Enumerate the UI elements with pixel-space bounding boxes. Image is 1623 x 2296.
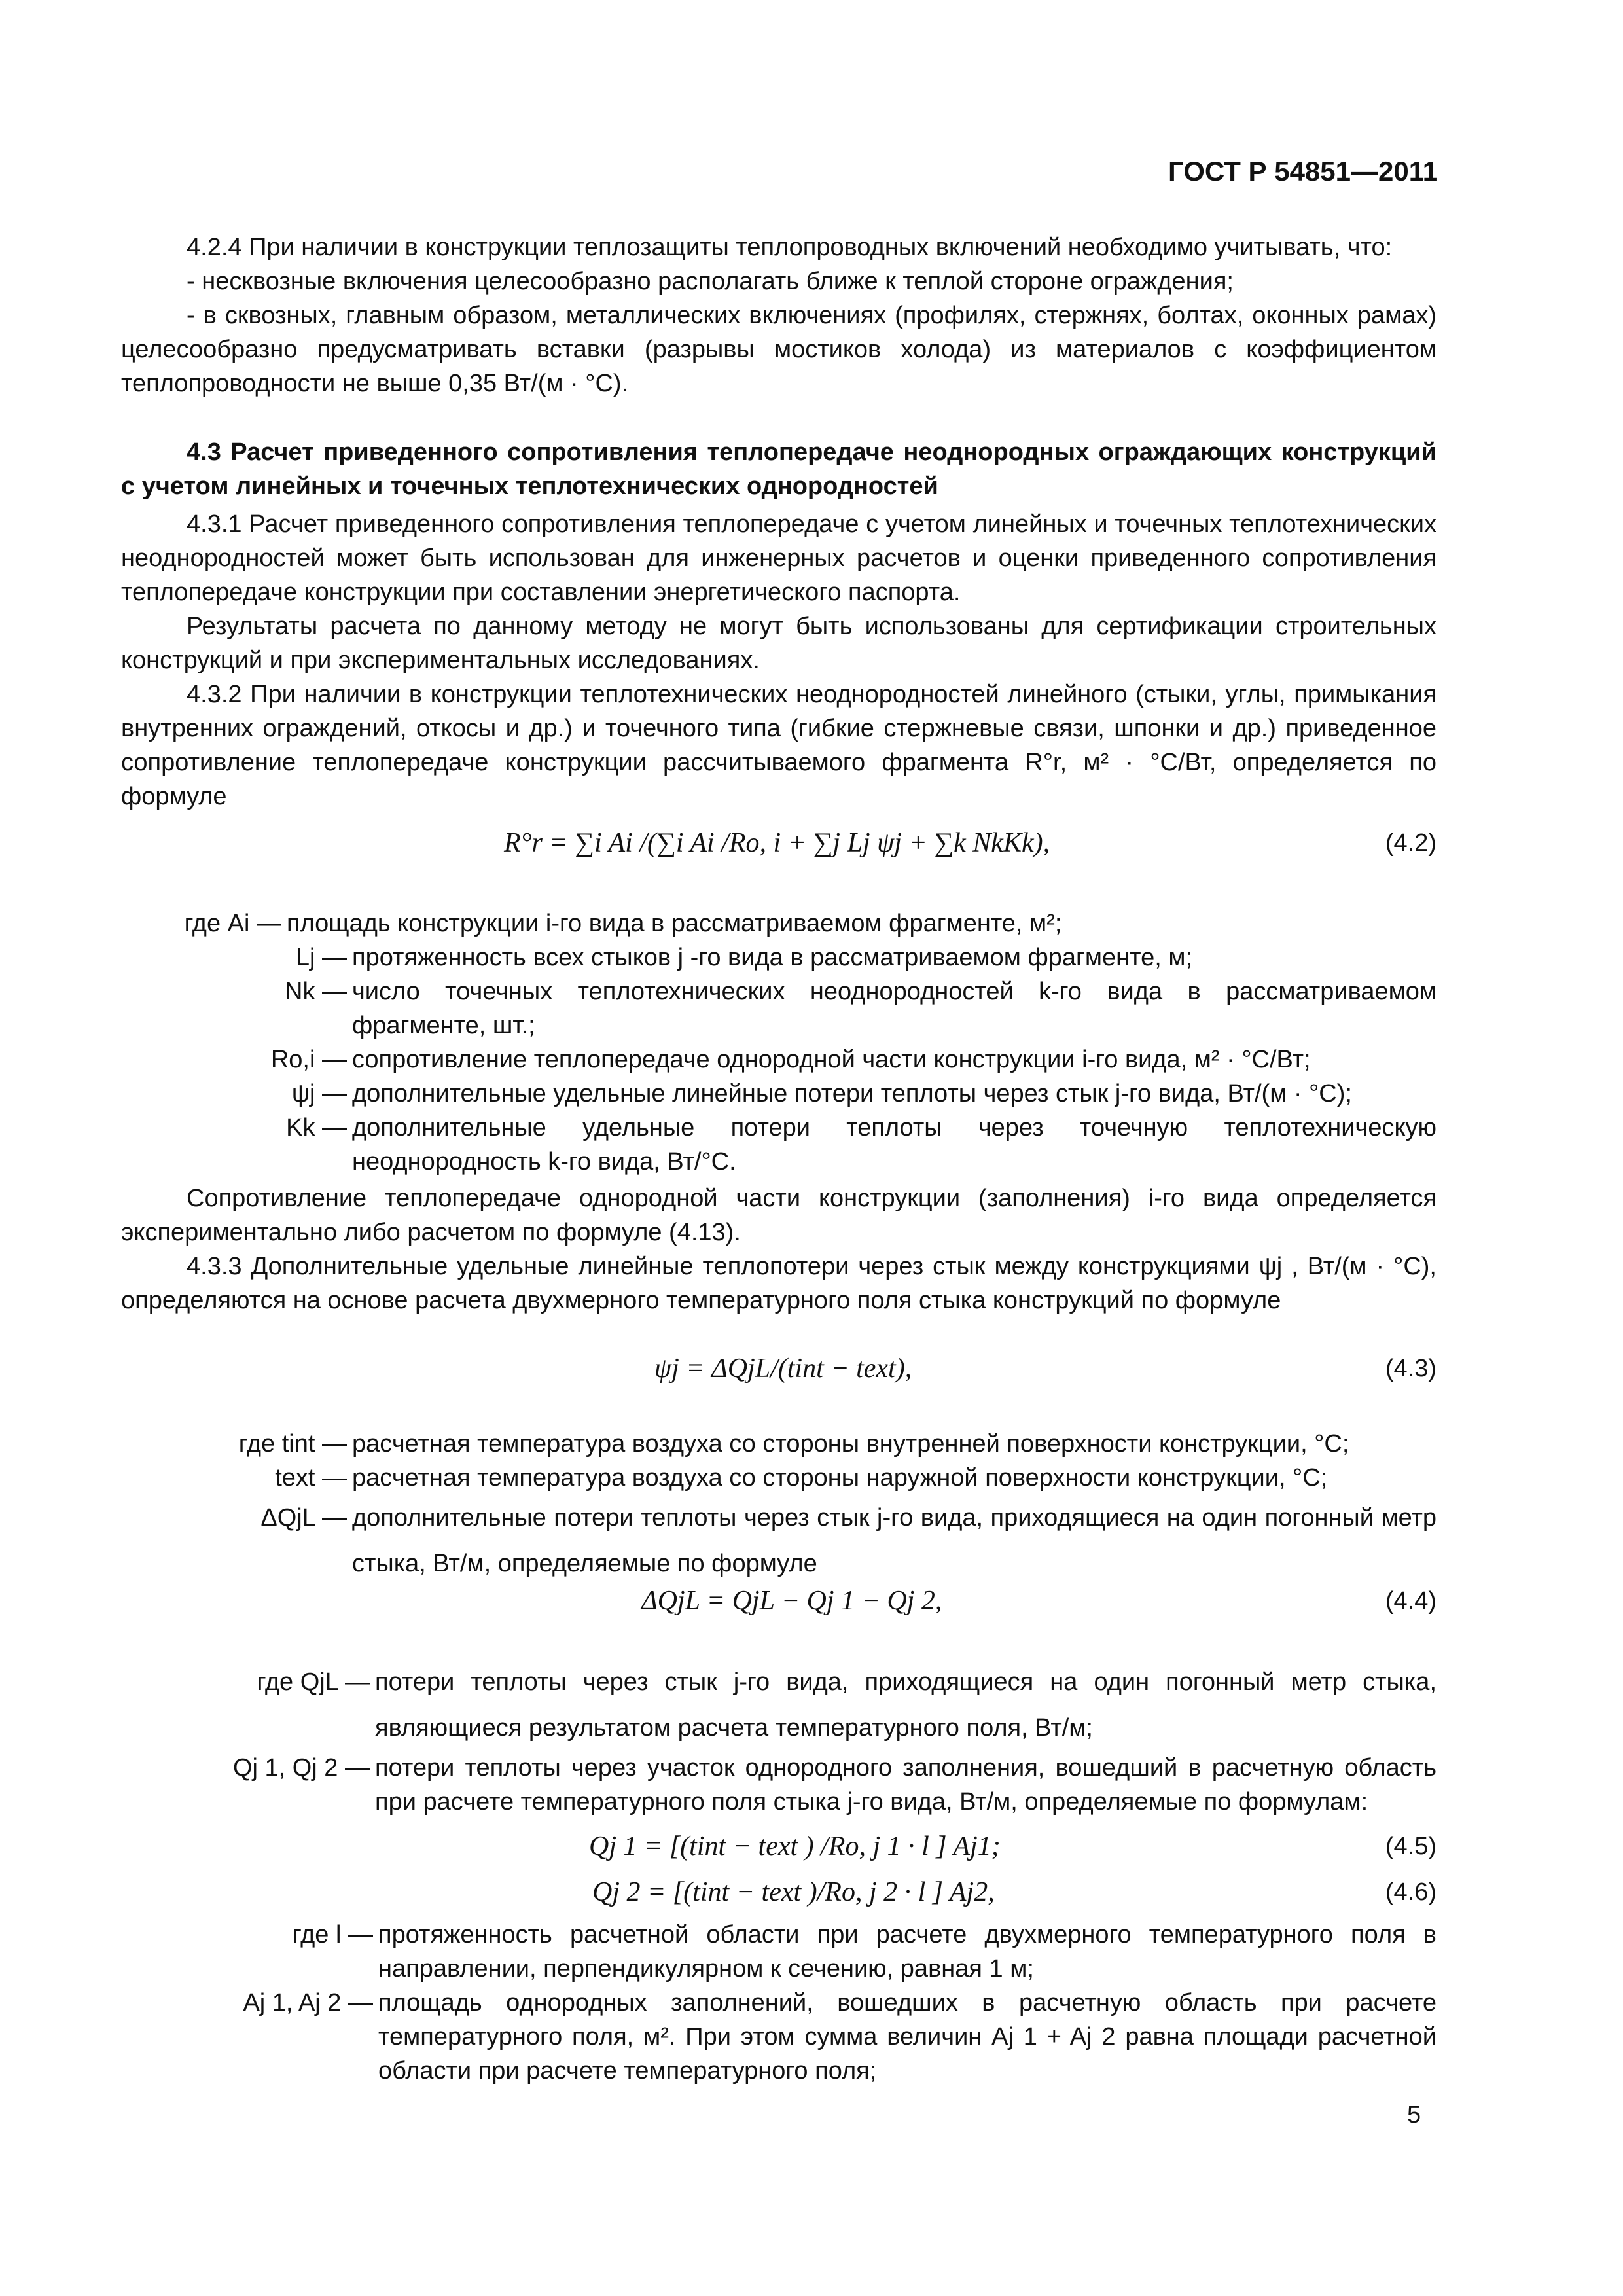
equation-number-4-2: (4.2) (1385, 829, 1436, 857)
formula-4-5: Qj 1 = [(tint − text ) /Ro, j 1 · l ] Aj1; (589, 1831, 1001, 1861)
definition-symbol: Ro,i — (270, 1046, 347, 1073)
definitions-4-2 (121, 906, 1436, 1179)
definition-row (121, 1111, 1436, 1179)
definition-text: протяженность всех стыков j -го вида в рассматриваемом фрагменте, м; (352, 944, 1193, 971)
definition-row (121, 906, 1436, 941)
definitions-4-6 (121, 1918, 1436, 2088)
para-4-3-1-b: Результаты расчета по данному методу не могут быть использованы для сертификации строительных конструкций и при экспериментальных исследованиях. (121, 613, 1436, 674)
definitions-4-3 (121, 1427, 1436, 1587)
definition-text: сопротивление теплопередаче однородной части конструкции i-го вида, м² · °С/Вт; (352, 1046, 1311, 1073)
definition-text: потери теплоты через стык j-го вида, приходящиеся на один погонный метр стыка, являющиеся результатом расчета температурного поля, Вт/м; (375, 1668, 1436, 1742)
equation-number-4-4: (4.4) (1385, 1587, 1436, 1615)
definition-symbol: Lj — (295, 944, 347, 971)
definition-symbol: ΔQjL — (260, 1504, 347, 1532)
definition-text: расчетная температура воздуха со стороны наружной поверхности конструкции, °С; (352, 1464, 1328, 1492)
para-4-3-2: 4.3.2 При наличии в конструкции теплотехнических неоднородностей линейного (стыки, углы, примыкания внутренних ограждений, откосы и др.) и точечного типа (гибкие стержневые связи, шпонки и др.) приведенное сопротивление теплопередаче конструкции рассчитываемого фрагмента R°r, м² · °С/Вт, определяется по формуле (121, 681, 1436, 810)
definition-row (121, 1986, 1436, 2088)
equation-number-4-6: (4.6) (1385, 1878, 1436, 1906)
definition-row (121, 1918, 1436, 1986)
definition-text: потери теплоты через участок однородного заполнения, вошедший в расчетную область при расчете температурного поля стыка j-го вида, Вт/м, определяемые по формулам: (375, 1754, 1436, 1816)
definition-symbol: где Ai — (184, 910, 281, 937)
para-4-2-4-intro: 4.2.4 При наличии в конструкции теплозащиты теплопроводных включений необходимо учитывать, что: (187, 234, 1393, 261)
section-title: 4.3 Расчет приведенного сопротивления теплопередаче неоднородных ограждающих конструкций с учетом линейных и точечных теплотехнических однородностей (121, 439, 1436, 500)
definition-text: площадь однородных заполнений, вошедших в расчетную область при расчете температурного поля, м². При этом сумма величин Aj 1 + Aj 2 равна площади расчетной области при расчете температурного поля; (378, 1989, 1436, 2085)
definition-row (121, 1427, 1436, 1461)
page-number: 5 (1407, 2101, 1421, 2128)
formula-4-3: ψj = ΔQjL/(tint − text), (654, 1354, 912, 1384)
definition-symbol: Kk — (286, 1114, 347, 1141)
definition-text: протяженность расчетной области при расчете двухмерного температурного поля в направлении, перпендикулярном к сечению, равная 1 м; (378, 1921, 1436, 1982)
definition-row (121, 1751, 1436, 1819)
definition-symbol: где l — (292, 1921, 373, 1948)
definition-row (121, 1461, 1436, 1495)
section-4-3-body (121, 507, 1436, 814)
section-4-2-4 (121, 230, 1436, 401)
document-code: ГОСТ Р 54851—2011 (1168, 156, 1438, 187)
definition-row (121, 1077, 1436, 1111)
para-4-3-1: 4.3.1 Расчет приведенного сопротивления теплопередаче с учетом линейных и точечных теплотехнических неоднородностей может быть использован для инженерных расчетов и оценки приведенного сопротивления теплопередаче конструкции при составлении энергетического паспорта. (121, 511, 1436, 606)
section-after-4-2 (121, 1181, 1436, 1318)
equation-number-4-3: (4.3) (1385, 1355, 1436, 1382)
definition-row (121, 1495, 1436, 1587)
formula-4-6: Qj 2 = [(tint − text )/Ro, j 2 · l ] Aj2, (592, 1877, 995, 1907)
definition-text: дополнительные удельные линейные потери теплоты через стык j-го вида, Вт/(м · °С); (352, 1080, 1352, 1107)
definition-symbol: где QjL — (257, 1668, 370, 1696)
definition-symbol: text — (275, 1464, 347, 1492)
definition-symbol: Qj 1, Qj 2 — (232, 1754, 370, 1782)
definition-row (121, 975, 1436, 1043)
definition-text: число точечных теплотехнических неоднородностей k-го вида в рассматриваемом фрагменте, шт.; (352, 978, 1436, 1039)
formula-4-4: ΔQjL = QjL − Qj 1 − Qj 2, (641, 1586, 942, 1616)
para-4-3-3: 4.3.3 Дополнительные удельные линейные теплопотери через стык между конструкциями ψj , Вт/(м · °С), определяются на основе расчета двухмерного температурного поля стыка конструкций по формуле (121, 1253, 1436, 1314)
definition-symbol: Aj 1, Aj 2 — (243, 1989, 373, 2017)
equation-number-4-5: (4.5) (1385, 1833, 1436, 1860)
definition-row (121, 1659, 1436, 1751)
definition-text: дополнительные удельные потери теплоты через точечную теплотехническую неоднородность k-го вида, Вт/°С. (352, 1114, 1436, 1175)
para-4-2-4-bullet-2: - в сквозных, главным образом, металлических включениях (профилях, стержнях, болтах, оконных рамах) целесообразно предусматривать вставки (разрывы мостиков холода) из материалов с коэффициентом теплопроводности не выше 0,35 Вт/(м · °С). (121, 302, 1436, 397)
definition-row (121, 941, 1436, 975)
definitions-4-4 (121, 1659, 1436, 1819)
definition-symbol: ψj — (291, 1080, 347, 1107)
formula-4-2: R°r = ∑i Ai /(∑i Ai /Ro, i + ∑j Lj ψj + ∑k NkKk), (504, 828, 1050, 858)
definition-row (121, 1043, 1436, 1077)
para-4-2-4-bullet-1: - несквозные включения целесообразно располагать ближе к теплой стороне ограждения; (187, 268, 1234, 295)
definition-text: площадь конструкции i-го вида в рассматриваемом фрагменте, м²; (287, 910, 1062, 937)
section-4-3-title (121, 435, 1436, 503)
definition-text: расчетная температура воздуха со стороны внутренней поверхности конструкции, °С; (352, 1430, 1349, 1458)
definition-text: дополнительные потери теплоты через стык j-го вида, приходящиеся на один погонный метр стыка, Вт/м, определяемые по формуле (352, 1504, 1436, 1577)
definition-symbol: где tint — (238, 1430, 347, 1458)
definition-symbol: Nk — (285, 978, 347, 1005)
para-after-4-2: Сопротивление теплопередаче однородной части конструкции (заполнения) i-го вида определяется экспериментально либо расчетом по формуле (4.13). (121, 1185, 1436, 1246)
